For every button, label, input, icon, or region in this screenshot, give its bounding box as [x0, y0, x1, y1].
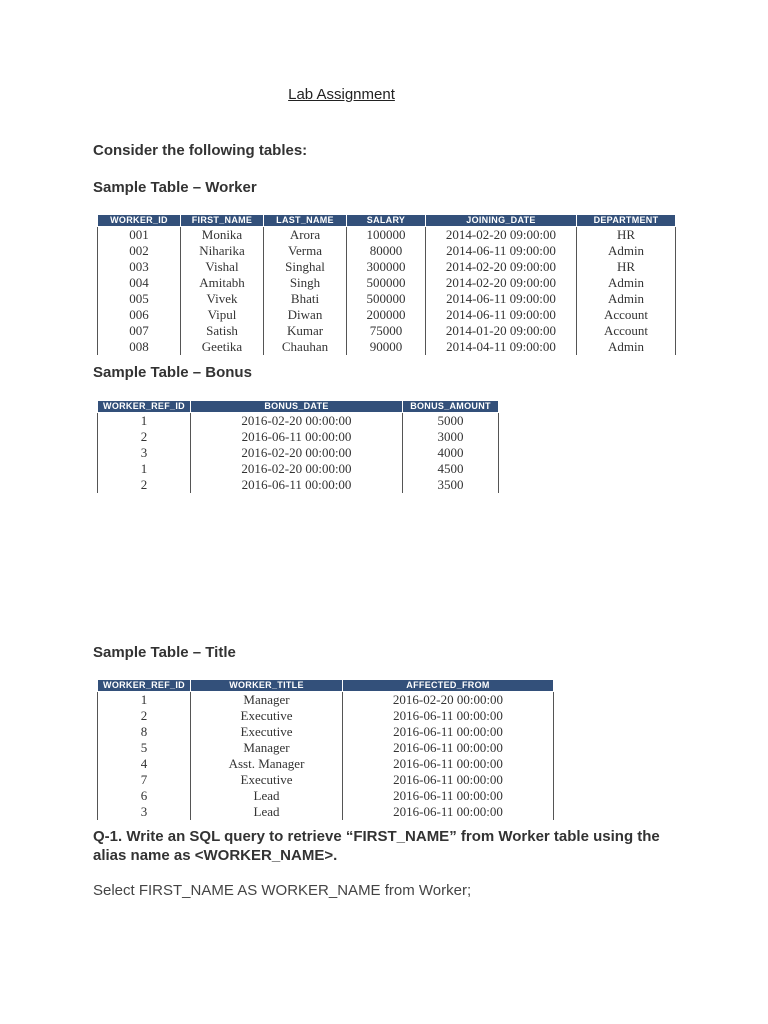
table-cell: Chauhan: [264, 339, 347, 355]
table-cell: Vipul: [181, 307, 264, 323]
table-cell: 2016-06-11 00:00:00: [343, 740, 554, 756]
table-cell: 80000: [347, 243, 426, 259]
table-cell: Executive: [191, 724, 343, 740]
table-row: [98, 275, 676, 291]
table-cell: Monika: [181, 227, 264, 244]
worker-table-caption: Sample Table – Worker: [93, 179, 257, 196]
table-row: [98, 339, 676, 355]
table-cell: 1: [98, 413, 191, 430]
column-header: FIRST_NAME: [181, 215, 264, 227]
table-cell: 4: [98, 756, 191, 772]
column-header: WORKER_ID: [98, 215, 181, 227]
table-row: [98, 788, 554, 804]
table-cell: 2014-06-11 09:00:00: [426, 291, 577, 307]
table-cell: 5000: [403, 413, 499, 430]
table-cell: Manager: [191, 692, 343, 709]
table-cell: Admin: [577, 275, 676, 291]
table-cell: 4000: [403, 445, 499, 461]
table-header-row: [98, 680, 554, 692]
table-cell: 006: [98, 307, 181, 323]
column-header: DEPARTMENT: [577, 215, 676, 227]
table-row: [98, 756, 554, 772]
worker-table: [97, 214, 676, 355]
table-cell: Singh: [264, 275, 347, 291]
table-cell: 6: [98, 788, 191, 804]
table-cell: 002: [98, 243, 181, 259]
table-cell: 2014-06-11 09:00:00: [426, 243, 577, 259]
table-row: [98, 708, 554, 724]
table-cell: Amitabh: [181, 275, 264, 291]
table-cell: 5: [98, 740, 191, 756]
column-header: BONUS_DATE: [191, 401, 403, 413]
table-cell: 90000: [347, 339, 426, 355]
table-cell: 2016-06-11 00:00:00: [191, 477, 403, 493]
table-cell: 2014-06-11 09:00:00: [426, 307, 577, 323]
table-cell: 500000: [347, 291, 426, 307]
table-cell: Executive: [191, 772, 343, 788]
table-row: [98, 477, 499, 493]
table-cell: 2016-02-20 00:00:00: [191, 461, 403, 477]
table-cell: HR: [577, 259, 676, 275]
table-row: [98, 445, 499, 461]
table-row: [98, 740, 554, 756]
table-cell: 2: [98, 477, 191, 493]
title-table-caption: Sample Table – Title: [93, 644, 236, 661]
bonus-table: [97, 400, 499, 493]
table-cell: Lead: [191, 788, 343, 804]
table-cell: 300000: [347, 259, 426, 275]
table-row: [98, 307, 676, 323]
table-cell: 2016-02-20 00:00:00: [191, 445, 403, 461]
table-cell: 4500: [403, 461, 499, 477]
table-row: [98, 291, 676, 307]
table-cell: 75000: [347, 323, 426, 339]
column-header: BONUS_AMOUNT: [403, 401, 499, 413]
table-cell: Admin: [577, 339, 676, 355]
table-cell: 3: [98, 804, 191, 820]
table-row: [98, 724, 554, 740]
table-cell: 7: [98, 772, 191, 788]
table-cell: Vivek: [181, 291, 264, 307]
table-cell: Kumar: [264, 323, 347, 339]
table-row: [98, 804, 554, 820]
table-cell: Admin: [577, 243, 676, 259]
table-cell: 2016-02-20 00:00:00: [343, 692, 554, 709]
table-cell: 2016-02-20 00:00:00: [191, 413, 403, 430]
table-cell: 2: [98, 429, 191, 445]
table-cell: 2016-06-11 00:00:00: [343, 772, 554, 788]
table-cell: 2014-02-20 09:00:00: [426, 275, 577, 291]
table-cell: Geetika: [181, 339, 264, 355]
table-cell: Vishal: [181, 259, 264, 275]
table-cell: 2016-06-11 00:00:00: [191, 429, 403, 445]
table-cell: 2016-06-11 00:00:00: [343, 804, 554, 820]
table-cell: 2016-06-11 00:00:00: [343, 724, 554, 740]
table-row: [98, 243, 676, 259]
table-row: [98, 692, 554, 709]
table-row: [98, 461, 499, 477]
column-header: WORKER_REF_ID: [98, 401, 191, 413]
table-cell: Account: [577, 307, 676, 323]
table-header-row: [98, 215, 676, 227]
table-row: [98, 413, 499, 430]
table-cell: 008: [98, 339, 181, 355]
answer-text: Select FIRST_NAME AS WORKER_NAME from Worker;: [93, 882, 472, 899]
table-row: [98, 429, 499, 445]
table-row: [98, 772, 554, 788]
table-cell: 3500: [403, 477, 499, 493]
column-header: AFFECTED_FROM: [343, 680, 554, 692]
table-cell: 2014-04-11 09:00:00: [426, 339, 577, 355]
table-cell: 100000: [347, 227, 426, 244]
table-cell: 3000: [403, 429, 499, 445]
table-cell: Bhati: [264, 291, 347, 307]
table-cell: HR: [577, 227, 676, 244]
intro-text: Consider the following tables:: [93, 142, 308, 159]
table-cell: 200000: [347, 307, 426, 323]
table-cell: 2014-02-20 09:00:00: [426, 227, 577, 244]
table-cell: Diwan: [264, 307, 347, 323]
table-cell: 2016-06-11 00:00:00: [343, 788, 554, 804]
table-cell: 2016-06-11 00:00:00: [343, 756, 554, 772]
title-table: [97, 679, 554, 820]
table-cell: 2016-06-11 00:00:00: [343, 708, 554, 724]
column-header: WORKER_TITLE: [191, 680, 343, 692]
table-cell: 1: [98, 692, 191, 709]
table-cell: Manager: [191, 740, 343, 756]
table-row: [98, 259, 676, 275]
table-cell: Arora: [264, 227, 347, 244]
column-header: JOINING_DATE: [426, 215, 577, 227]
bonus-table-caption: Sample Table – Bonus: [93, 364, 252, 381]
column-header: SALARY: [347, 215, 426, 227]
table-cell: Verma: [264, 243, 347, 259]
table-cell: Lead: [191, 804, 343, 820]
table-cell: Account: [577, 323, 676, 339]
table-cell: 500000: [347, 275, 426, 291]
table-cell: Satish: [181, 323, 264, 339]
table-row: [98, 323, 676, 339]
table-cell: 1: [98, 461, 191, 477]
table-cell: 003: [98, 259, 181, 275]
table-cell: 005: [98, 291, 181, 307]
table-cell: Admin: [577, 291, 676, 307]
table-cell: Asst. Manager: [191, 756, 343, 772]
table-cell: 8: [98, 724, 191, 740]
column-header: WORKER_REF_ID: [98, 680, 191, 692]
table-header-row: [98, 401, 499, 413]
table-cell: 004: [98, 275, 181, 291]
document-title: Lab Assignment: [288, 86, 395, 103]
column-header: LAST_NAME: [264, 215, 347, 227]
table-cell: 2: [98, 708, 191, 724]
table-cell: Executive: [191, 708, 343, 724]
table-cell: Singhal: [264, 259, 347, 275]
table-cell: Niharika: [181, 243, 264, 259]
table-cell: 2014-01-20 09:00:00: [426, 323, 577, 339]
table-cell: 3: [98, 445, 191, 461]
table-cell: 001: [98, 227, 181, 244]
table-cell: 007: [98, 323, 181, 339]
table-row: [98, 227, 676, 244]
question-text: Q-1. Write an SQL query to retrieve “FIRST_NAME” from Worker table using the alias name as <WORKER_NAME>.: [93, 828, 660, 864]
table-cell: 2014-02-20 09:00:00: [426, 259, 577, 275]
